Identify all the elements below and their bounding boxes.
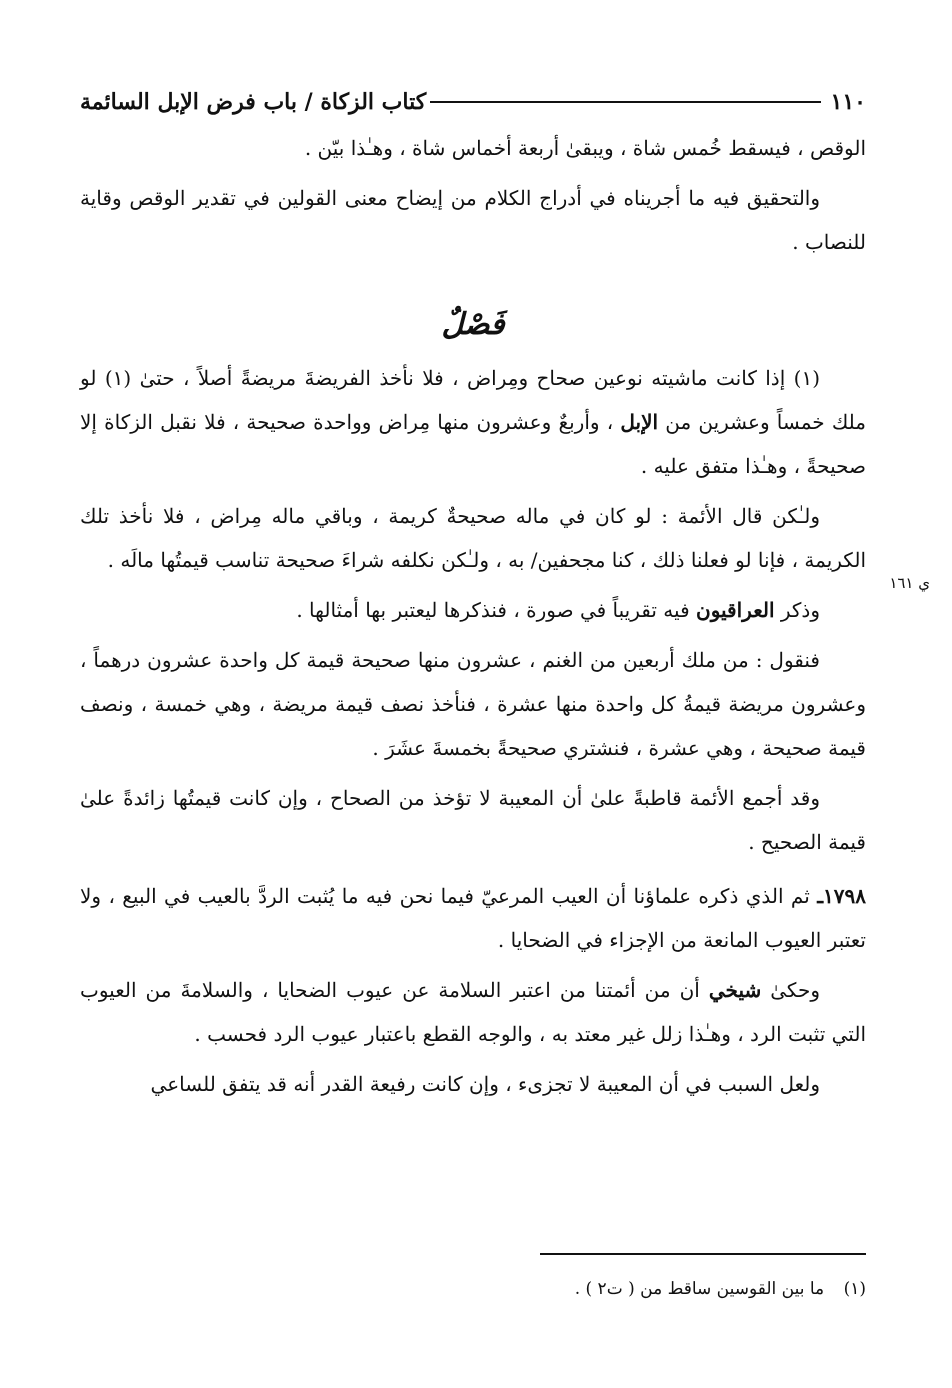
page-number: ١١٠	[830, 89, 866, 115]
paragraph-8-text: ثم الذي ذكره علماؤنا أن العيب المرعيّ فيما نحن فيه ما يُثبت الردَّ بالعيب في البيع ، ولا تعتبر العيوب المانعة من الإجزاء في الضحايا .	[80, 884, 866, 952]
header-title: كتاب الزكاة / باب فرض الإبل السائمة	[80, 89, 427, 115]
section-heading-fasl: فَصْلٌ	[441, 307, 505, 342]
paragraph-9-pre: وحكىٰ	[770, 978, 821, 1002]
footnote-rule	[540, 1253, 866, 1255]
paragraph-3-rest: ، وأربعٌ وعشرون منها مِراض وواحدة صحيحة ، فلا نقبل الزكاة إلا صحيحةً ، وهـٰذا متفق عليه .	[80, 410, 866, 478]
paragraph-7: وقد أجمع الأئمة قاطبةً علىٰ أن المعيبة لا تؤخذ من الصحاح ، وإن كانت قيمتُها زائدةً علىٰ قيمة الصحيح .	[80, 786, 866, 854]
paragraph-8-number: ١٧٩٨ـ	[817, 884, 867, 908]
footnote	[80, 1273, 866, 1305]
paragraph-1: الوقص ، فيسقط خُمس شاة ، ويبقىٰ أربعة أخماس شاة ، وهـٰذا بيّن .	[304, 136, 866, 160]
paragraph-5-post: فيه تقريباً في صورة ، فنذكرها ليعتبر بها أمثالها .	[296, 598, 690, 622]
paragraph-3	[80, 356, 866, 488]
paragraph-8	[80, 874, 866, 962]
paragraph-9-bold: شيخي	[708, 978, 762, 1002]
paragraph-5-bold: العراقيون	[696, 598, 775, 622]
paragraph-5	[80, 588, 866, 632]
footnote-number: (١)	[843, 1279, 866, 1299]
paragraph-10: ولعل السبب في أن المعيبة لا تجزىء ، وإن كانت رفيعة القدر أنه قد يتفق للساعي	[150, 1072, 820, 1096]
header-rule	[430, 101, 820, 103]
footnote-text: ما بين القوسين ساقط من ( ت٢ ) .	[574, 1279, 825, 1299]
paragraph-9	[80, 968, 866, 1056]
main-text	[80, 126, 866, 1106]
paragraph-4: ولـٰكن قال الأئمة : لو كان في ماله صحيحةٌ كريمة ، وباقي ماله مِراض ، فلا نأخذ تلك الكريمة ، فإنا لو فعلنا ذلك ، كنا مجحفين/ به ، ولـٰكن نكلفه شراءَ صحيحة تناسب قيمتُها مالَه .	[80, 504, 866, 572]
document-page	[80, 0, 930, 1388]
paragraph-6: فنقول : من ملك أربعين من الغنم ، عشرون منها صحيحة قيمة كل واحدة عشرون درهماً ، وعشرون مريضة قيمةُ كل واحدة منها عشرة ، فنأخذ نصف قيمة مريضة ، وهي خمسة ، ونصف قيمة صحيحة ، وهي عشرة ، فنشتري صحيحةً بخمسةَ عشَرَ .	[80, 648, 866, 760]
running-header	[80, 82, 866, 122]
paragraph-5-pre: وذكر	[780, 598, 820, 622]
paragraph-9-post: أن من أئمتنا من اعتبر السلامة عن عيوب الضحايا ، والسلامةَ من العيوب التي تثبت الرد ، وهـٰذا زلل غير معتد به ، والوجه القطع باعتبار عيوب الرد فحسب .	[80, 978, 866, 1046]
margin-manuscript-ref: ي ١٦١	[889, 574, 930, 592]
paragraph-3-bold: الإبل	[620, 410, 659, 434]
paragraph-3-text: (١) إذا كانت ماشيته نوعين صحاح ومِراض ، فلا نأخذ الفريضةَ مريضةً أصلاً ، حتىٰ (١) لو ملك خمساً وعشرين من	[80, 366, 867, 434]
paragraph-2: والتحقيق فيه ما أجريناه في أدراج الكلام من إيضاح معنى القولين في تقدير الوقص وقاية للنصاب .	[80, 186, 866, 254]
